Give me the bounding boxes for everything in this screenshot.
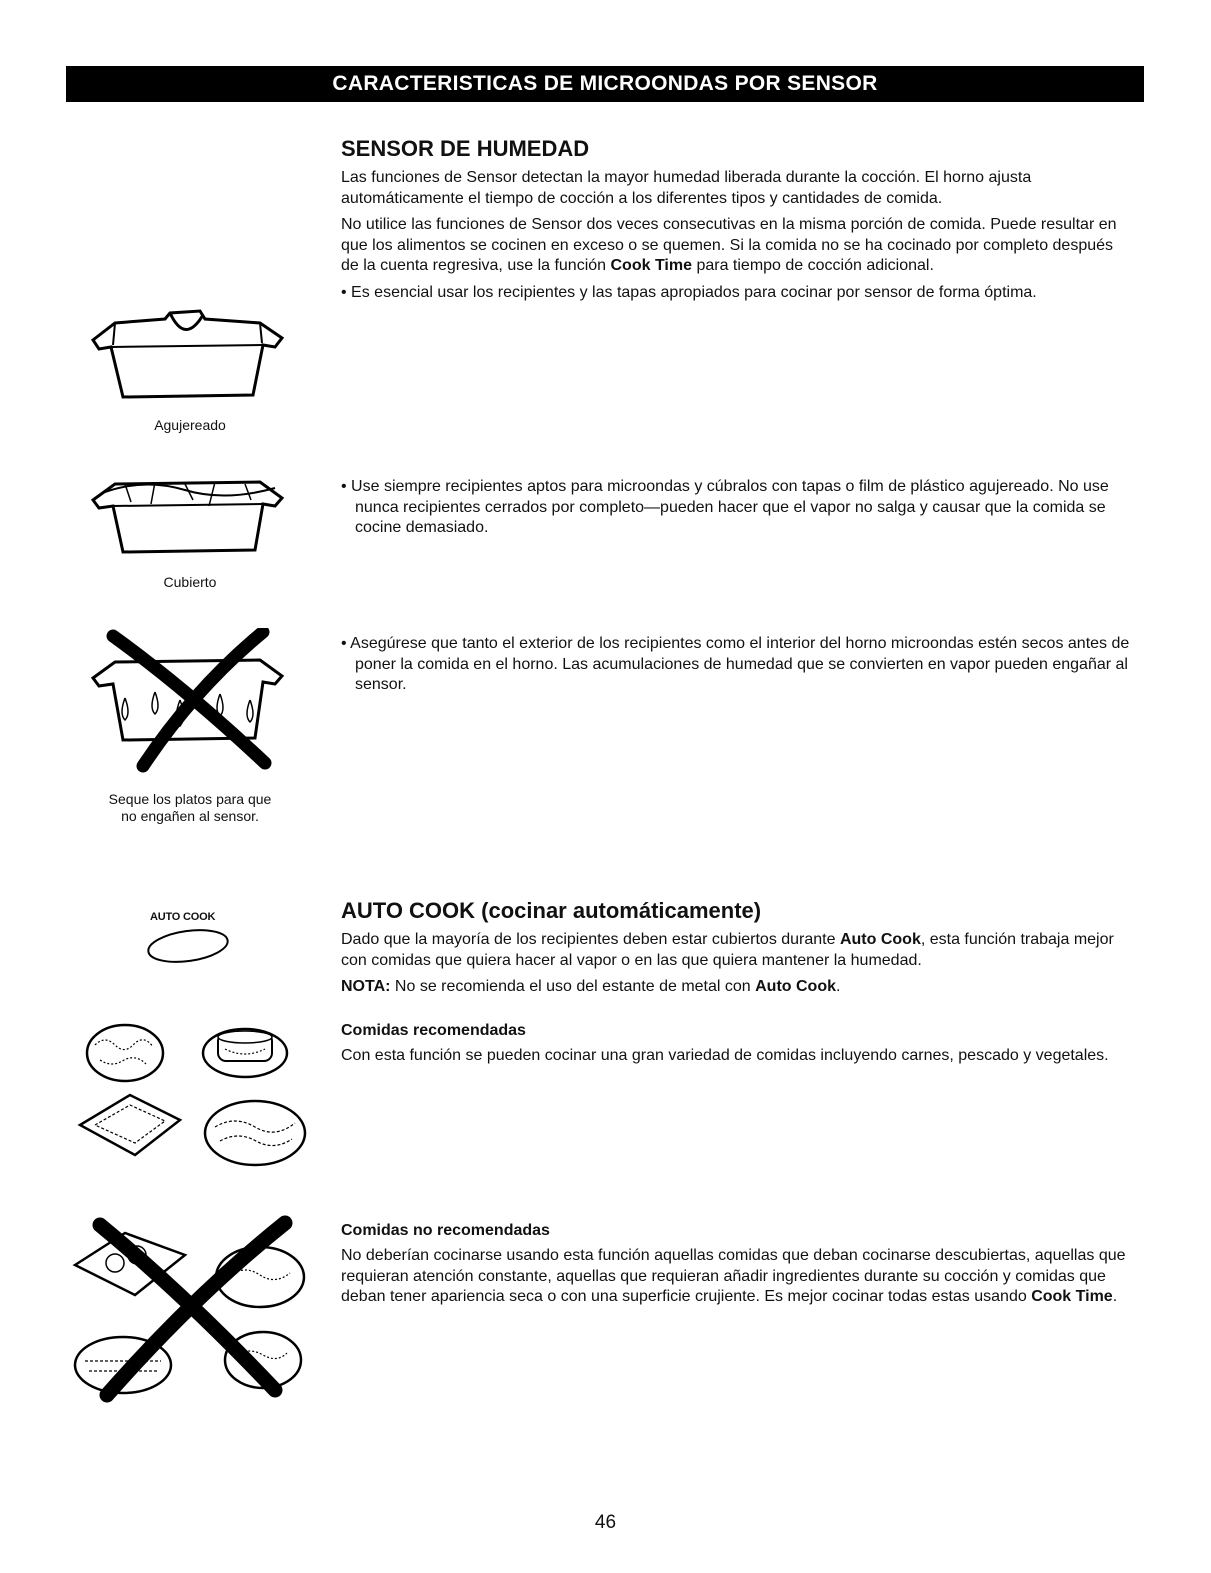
- caption-seque-line-1: Seque los platos para que: [108, 791, 272, 807]
- sensor-title: SENSOR DE HUMEDAD: [341, 136, 590, 161]
- caption-seque-line-2: no engañen al sensor.: [121, 808, 259, 824]
- recommended-foods-text: Con esta función se pueden cocinar una gran variedad de comidas incluyendo carnes, pescado y vegetales.: [341, 1047, 1109, 1064]
- sensor-bullet-3-block: [341, 634, 1131, 702]
- autocook-section: [341, 898, 1131, 1004]
- sensor-bullet-1: • Es esencial usar los recipientes y las tapas apropiados para cocinar por sensor de forma óptima.: [341, 283, 1037, 301]
- wet-dish-crossed-illustration: [85, 628, 290, 773]
- not-recommended-foods-block: [341, 1220, 1131, 1314]
- recommended-foods-block: [341, 1020, 1131, 1073]
- not-recommended-foods-title: Comidas no recomendadas: [341, 1222, 550, 1239]
- sensor-bullet-3: • Asegúrese que tanto el exterior de los recipientes como el interior del horno microondas estén secos antes de poner la comida en el horno. Las acumulaciones de humedad que se convierten en vapor pueden engañar al sensor.: [341, 635, 1130, 693]
- auto-cook-button-label: AUTO COOK: [150, 911, 216, 923]
- autocook-note: NOTA: No se recomienda el uso del estante de metal con Auto Cook.: [341, 978, 841, 995]
- sensor-paragraph-2: No utilice las funciones de Sensor dos veces consecutivas en la misma porción de comida. Puede resultar en que los alimentos se cocinen en exceso o se quemen. Si la comida no se ha cocinado por completo después de la cuenta regresiva, use la función Cook Time para tiempo de cocción adicional.: [341, 216, 1117, 274]
- page-number: 46: [594, 1512, 617, 1533]
- caption-seque: [70, 791, 310, 825]
- vented-dish-illustration: [85, 305, 290, 405]
- sensor-section: [341, 136, 1131, 309]
- recommended-foods-title: Comidas recomendadas: [341, 1022, 526, 1039]
- sensor-paragraph-1: Las funciones de Sensor detectan la mayor humedad liberada durante la cocción. El horno ajusta automáticamente el tiempo de cocción a los diferentes tipos y cantidades de comida.: [341, 169, 1032, 207]
- caption-cubierto: Cubierto: [163, 574, 217, 590]
- sensor-bullet-2-block: [341, 477, 1131, 545]
- covered-dish-illustration: [85, 470, 290, 560]
- not-recommended-foods-illustration: [65, 1215, 310, 1405]
- not-recommended-foods-text: No deberían cocinarse usando esta función aquellas comidas que deban cocinarse descubiertas, aquellas que requieran atención constante, aquellas que requieran añadir ingredientes durante su cocción y comidas que deban tener apariencia seca o con una superficie crujiente. Es mejor cocinar todas estas usando Cook Time.: [341, 1247, 1126, 1305]
- autocook-paragraph-1: Dado que la mayoría de los recipientes deben estar cubiertos durante Auto Cook, esta función trabaja mejor con comidas que quiera hacer al vapor o en las que quiera mantener la humedad.: [341, 931, 1114, 969]
- auto-cook-button-icon: [143, 926, 235, 966]
- autocook-title: AUTO COOK (cocinar automáticamente): [341, 898, 762, 923]
- sensor-bullet-2: • Use siempre recipientes aptos para microondas y cúbralos con tapas o film de plástico agujereado. No use nunca recipientes cerrados por completo—pueden hacer que el vapor no salga y causar que la comida se cocine demasiado.: [341, 478, 1109, 536]
- recommended-foods-illustration: [70, 1015, 315, 1175]
- section-banner: CARACTERISTICAS DE MICROONDAS POR SENSOR: [66, 66, 1144, 102]
- caption-agujereado: Agujereado: [154, 417, 226, 433]
